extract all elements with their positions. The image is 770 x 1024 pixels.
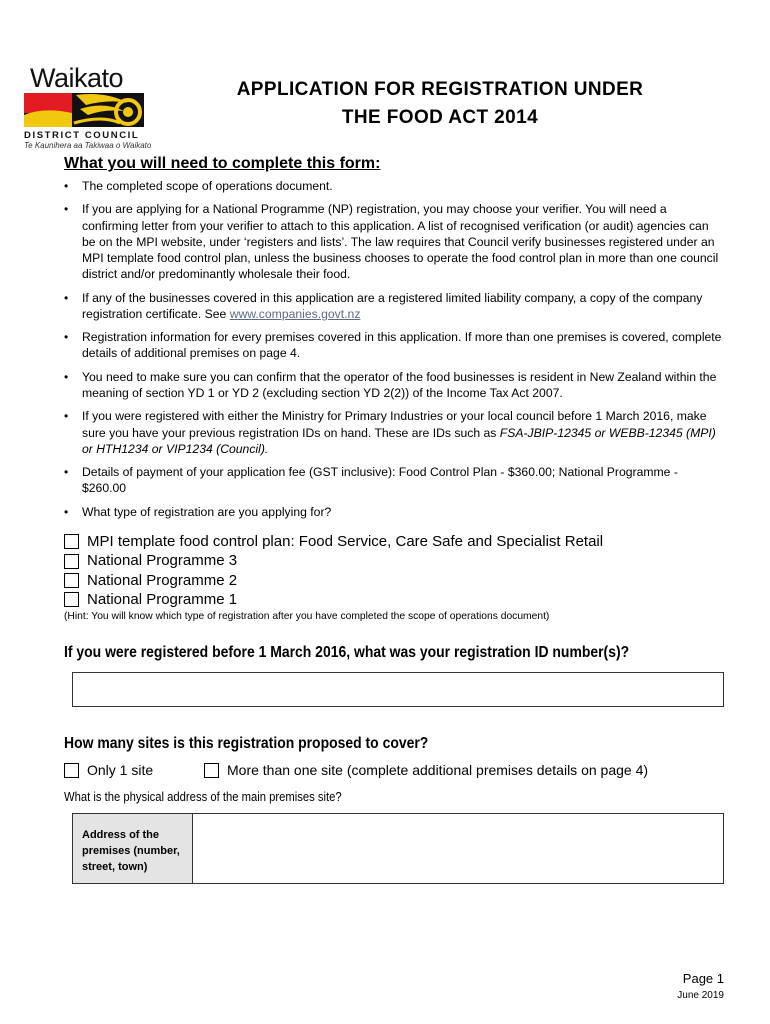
list-item: • If you are applying for a National Programme (NP) registration, you may choose your verifier. You will need a confirming letter from your verifier to attach to this application. A list of recognised verification (or audit) agencies can be on the MPI website, under ‘registers and lists’. The law requires that Council verify businesses registered under an MPI template food control plan, unless the business chooses to operate the food control plan in more than one council district and/or predominantly wholesale their food. bbox=[64, 201, 724, 282]
registration-option-np3[interactable]: National Programme 3 bbox=[64, 551, 603, 570]
list-item: • If you were registered with either the Ministry for Primary Industries or your local council before 1 March 2016, make sure you have your previous registration IDs on hand. These are IDs such as FSA-JBIP-12345 or WEBB-12345 (MPI) or HTH1234 or VIP1234 (Council). bbox=[64, 408, 724, 457]
list-item: • What type of registration are you applying for? bbox=[64, 504, 724, 520]
registration-hint: (Hint: You will know which type of registration after you have completed the scope of operations document) bbox=[64, 611, 550, 622]
checkbox[interactable] bbox=[204, 763, 219, 778]
checkbox[interactable] bbox=[64, 573, 79, 588]
logo-emblem-icon bbox=[24, 93, 144, 127]
address-question: What is the physical address of the main premises site? bbox=[64, 790, 342, 804]
registration-option-np1[interactable]: National Programme 1 bbox=[64, 590, 603, 609]
registration-option-np2[interactable]: National Programme 2 bbox=[64, 571, 603, 590]
registration-type-options bbox=[64, 532, 603, 610]
council-logo bbox=[24, 64, 156, 150]
checkbox[interactable] bbox=[64, 592, 79, 607]
list-item: • You need to make sure you can confirm that the operator of the food businesses is resident in New Zealand within the meaning of section YD 1 or YD 2 (excluding section YD 2(2)) of the Income Tax Act 2007. bbox=[64, 369, 724, 401]
list-item: • The completed scope of operations document. bbox=[64, 178, 724, 194]
list-item: • Details of payment of your application fee (GST inclusive): Food Control Plan - $360.00; National Programme - $260.00 bbox=[64, 464, 724, 496]
checkbox[interactable] bbox=[64, 763, 79, 778]
logo-tagline: Te Kaunihera aa Takiwaa o Waikato bbox=[24, 141, 152, 150]
list-item: • If any of the businesses covered in this application are a registered limited liability company, a copy of the company registration certificate. See www.companies.govt.nz bbox=[64, 290, 724, 322]
need-section-heading: What you will need to complete this form: bbox=[64, 155, 381, 172]
page-number: Page 1 bbox=[682, 971, 724, 986]
logo-council-text: DISTRICT COUNCIL bbox=[24, 130, 140, 141]
registration-id-input[interactable] bbox=[72, 672, 724, 707]
example-ids: FSA-JBIP-12345 or WEBB-12345 (MPI) or HTH1234 or VIP1234 (Council). bbox=[82, 425, 716, 456]
logo-wordmark: Waikato bbox=[30, 63, 124, 93]
title-line-2: THE FOOD ACT 2014 bbox=[341, 107, 539, 128]
sites-question: How many sites is this registration proposed to cover? bbox=[64, 735, 429, 752]
title-line-1: APPLICATION FOR REGISTRATION UNDER bbox=[236, 79, 644, 100]
checkbox[interactable] bbox=[64, 534, 79, 549]
address-label: Address of the premises (number, street, town) bbox=[73, 814, 193, 883]
requirements-list bbox=[64, 178, 724, 527]
page-date: June 2019 bbox=[677, 990, 724, 1001]
registration-option-mpi[interactable]: MPI template food control plan: Food Service, Care Safe and Specialist Retail bbox=[64, 532, 603, 551]
registration-id-question: If you were registered before 1 March 2016, what was your registration ID number(s)? bbox=[64, 644, 630, 661]
site-option-multiple[interactable]: More than one site (complete additional premises details on page 4) bbox=[204, 762, 648, 778]
companies-link[interactable]: www.companies.govt.nz bbox=[229, 306, 361, 321]
site-option-single[interactable]: Only 1 site bbox=[64, 762, 153, 778]
address-input[interactable] bbox=[193, 814, 723, 883]
list-item: • Registration information for every premises covered in this application. If more than one premises is covered, complete details of additional premises on page 4. bbox=[64, 329, 724, 361]
checkbox[interactable] bbox=[64, 554, 79, 569]
page-title bbox=[180, 76, 700, 132]
address-table bbox=[72, 813, 724, 884]
